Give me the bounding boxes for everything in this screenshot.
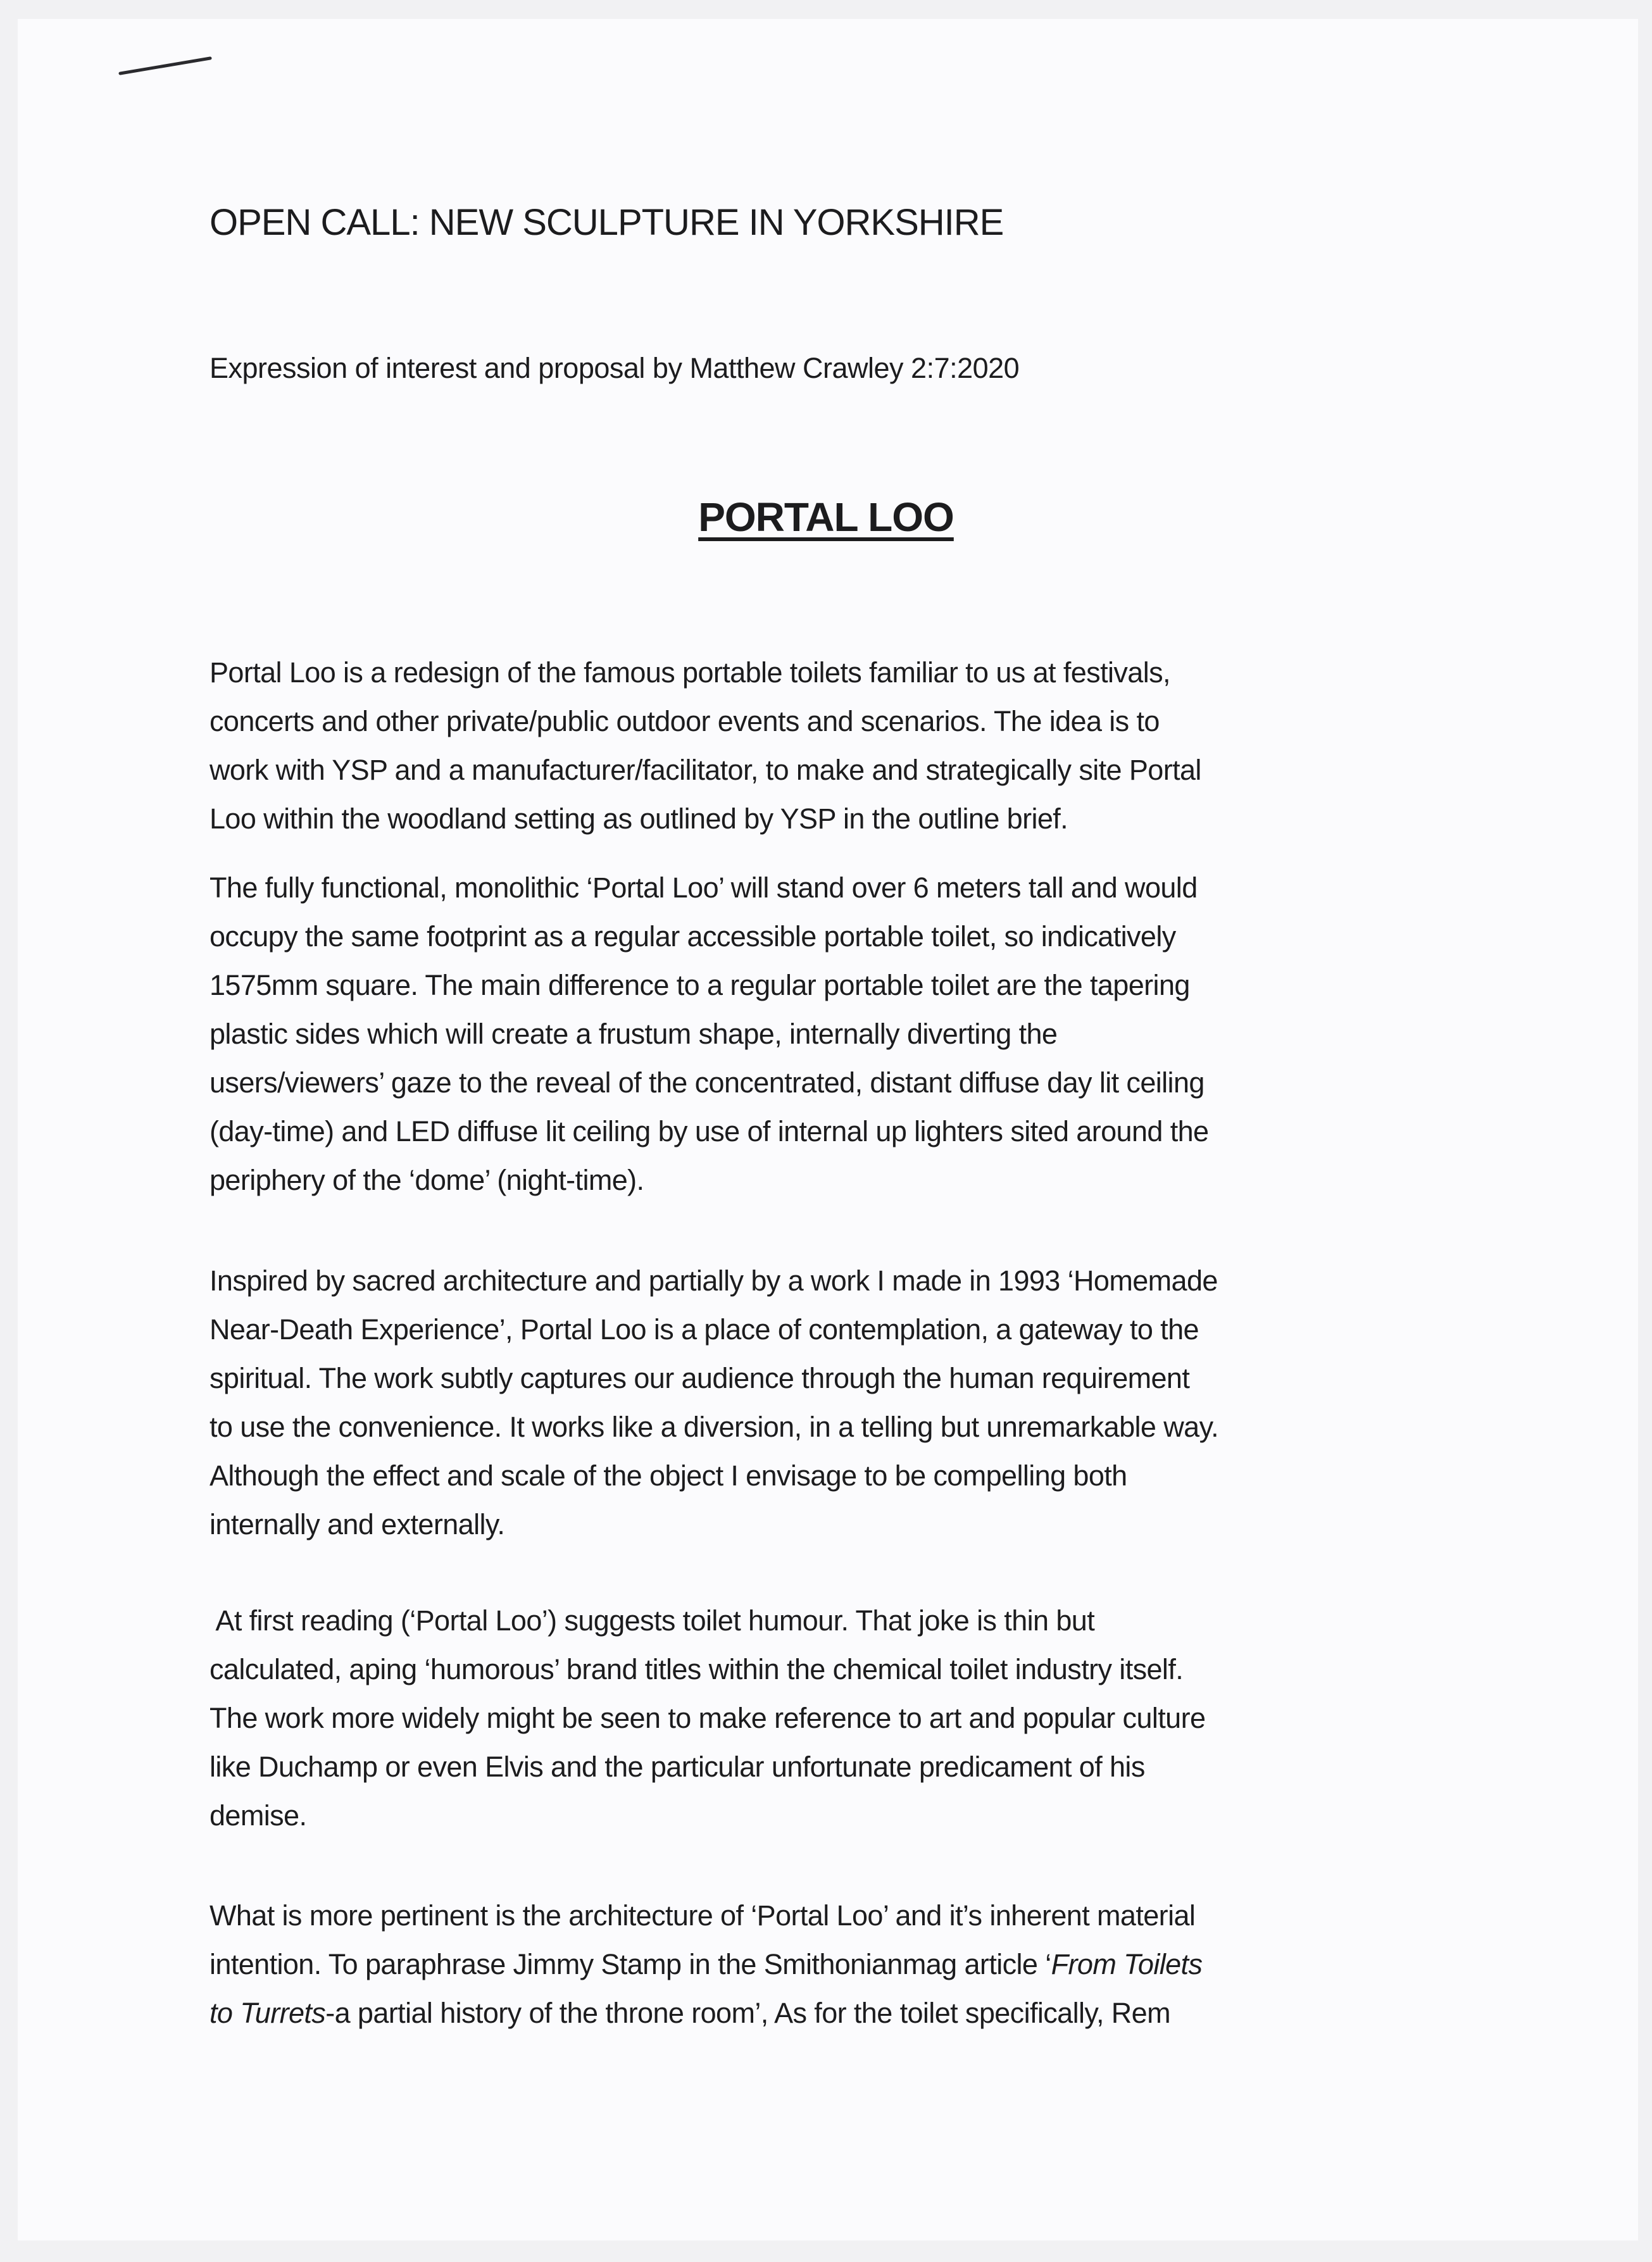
text-line: Although the effect and scale of the object I envisage to be compelling both [210,1459,1127,1492]
text-line: Inspired by sacred architecture and partially by a work I made in 1993 ‘Homemade [210,1265,1218,1297]
text-line: The fully functional, monolithic ‘Portal Loo’ will stand over 6 meters tall and would [210,872,1198,904]
text-line: users/viewers’ gaze to the reveal of the concentrated, distant diffuse day lit ceiling [210,1066,1205,1099]
paragraph-1 [210,648,1201,843]
text-line: What is more pertinent is the architecture of ‘Portal Loo’ and it’s inherent material [210,1899,1196,1932]
article-title-part-1: From Toilets [1051,1948,1203,1980]
text-segment: intention. To paraphrase Jimmy Stamp in the Smithonianmag article ‘ [210,1948,1051,1980]
document-title: OPEN CALL: NEW SCULPTURE IN YORKSHIRE [210,202,1004,243]
paragraph-3 [210,1256,1218,1549]
document-subtitle: Expression of interest and proposal by Matthew Crawley 2:7:2020 [210,352,1020,384]
proposal-heading: PORTAL LOO [698,494,954,540]
text-line: like Duchamp or even Elvis and the particular unfortunate predicament of his [210,1751,1145,1783]
text-line: calculated, aping ‘humorous’ brand titles within the chemical toilet industry itself. [210,1653,1184,1685]
text-line [210,1940,1202,1989]
text-segment: -a partial history of the throne room’, As for the toilet specifically, Rem [325,1997,1170,2029]
text-line: periphery of the ‘dome’ (night-time). [210,1164,644,1196]
text-line: The work more widely might be seen to make reference to art and popular culture [210,1702,1206,1734]
paragraph-5 [210,1891,1202,2037]
text-line: spiritual. The work subtly captures our audience through the human requirement [210,1362,1190,1394]
text-line: concerts and other private/public outdoor events and scenarios. The idea is to [210,705,1160,737]
text-line: demise. [210,1799,307,1832]
text-line: 1575mm square. The main difference to a regular portable toilet are the tapering [210,969,1190,1001]
text-line: to use the convenience. It works like a diversion, in a telling but unremarkable way. [210,1411,1219,1443]
text-line: Loo within the woodland setting as outlined by YSP in the outline brief. [210,803,1068,835]
paragraph-4 [210,1596,1205,1840]
article-title-part-2: to Turrets [210,1997,326,2029]
text-line: Near-Death Experience’, Portal Loo is a place of contemplation, a gateway to the [210,1313,1199,1346]
text-line: plastic sides which will create a frustum shape, internally diverting the [210,1018,1058,1050]
text-line: Portal Loo is a redesign of the famous portable toilets familiar to us at festivals, [210,656,1170,689]
text-line: occupy the same footprint as a regular accessible portable toilet, so indicatively [210,920,1176,953]
paragraph-2 [210,863,1208,1204]
text-line: (day-time) and LED diffuse lit ceiling by use of internal up lighters sited around the [210,1115,1209,1147]
text-line: internally and externally. [210,1508,505,1540]
text-line: work with YSP and a manufacturer/facilitator, to make and strategically site Portal [210,754,1201,786]
text-line: At first reading (‘Portal Loo’) suggests toilet humour. That joke is thin but [210,1604,1095,1637]
pen-mark [0,0,253,127]
text-line [210,1989,1202,2037]
